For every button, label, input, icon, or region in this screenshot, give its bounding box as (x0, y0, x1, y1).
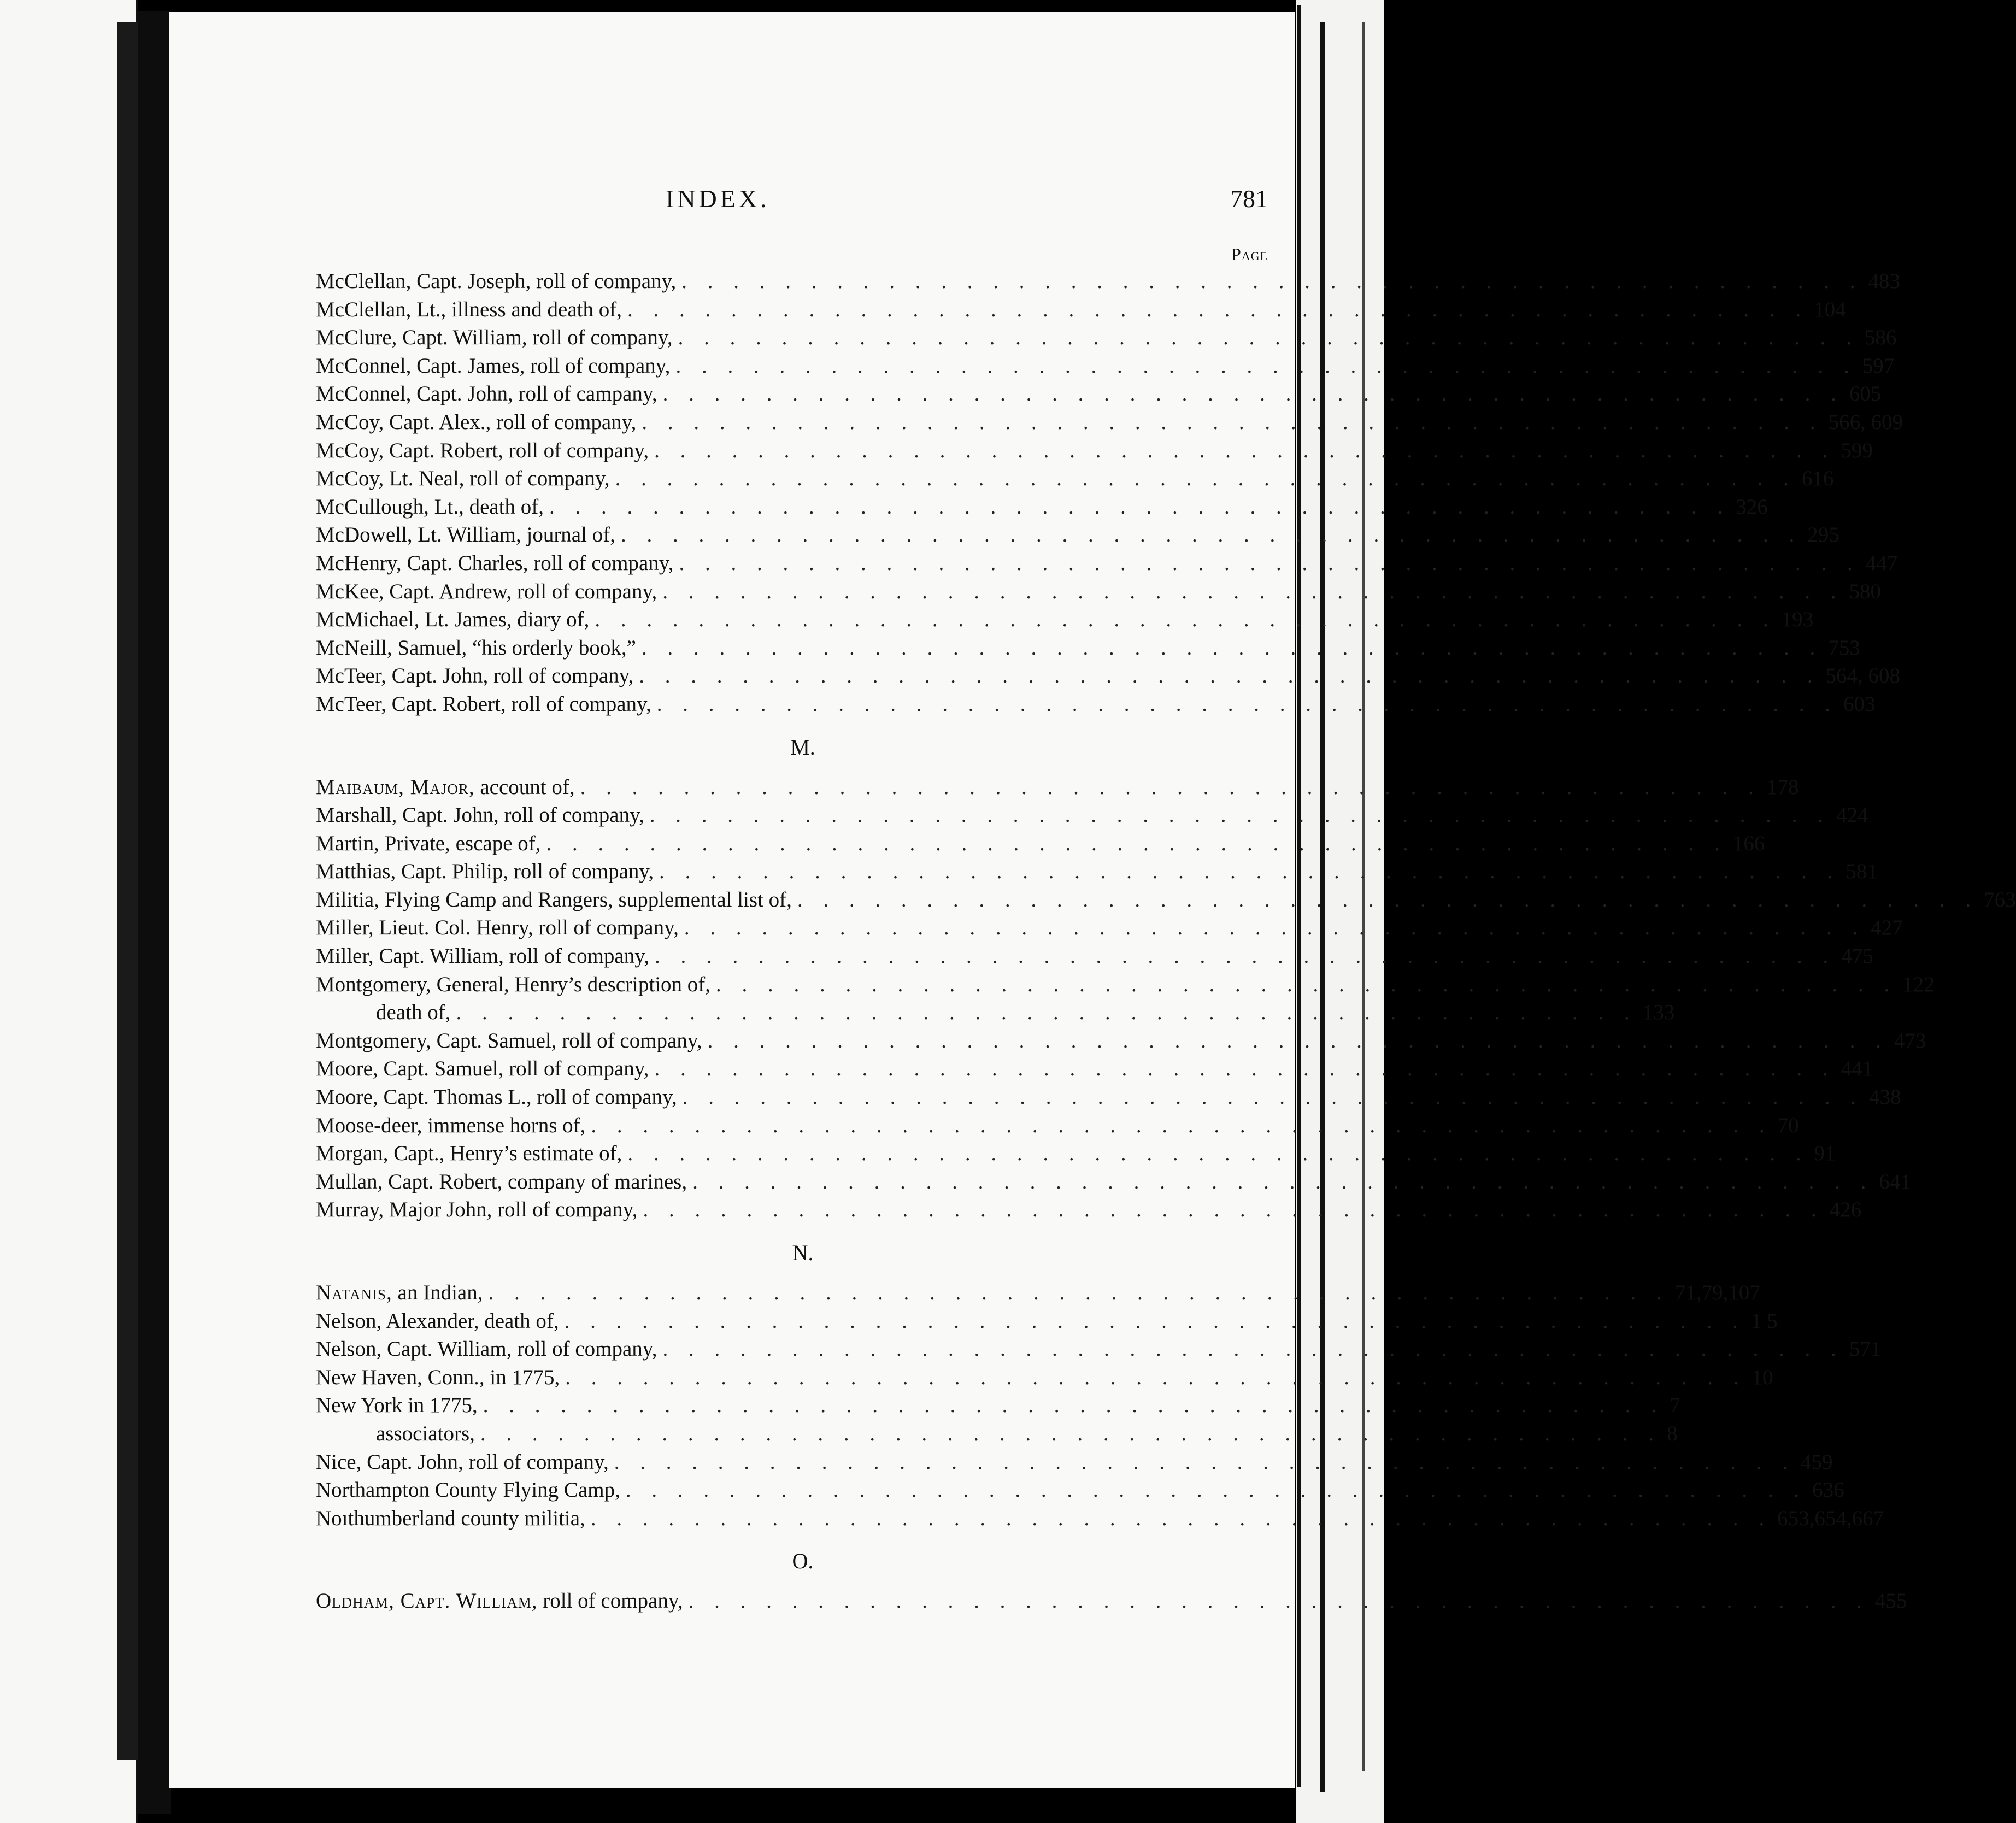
index-entry (316, 831, 1765, 860)
dot-leader: . . . . . . . . . . . . . . . . . . . . . . . . . . . . . . . . . . . . . . . . . . . . . . (679, 551, 1860, 575)
dot-leader: . . . . . . . . . . . . . . . . . . . . . . . . . . . . . . . . . . . . . . . . . . . . . . (656, 692, 1838, 716)
entry-description: Martin, Private, escape of, (316, 831, 541, 855)
index-entry (316, 1056, 1873, 1085)
entry-text (316, 692, 651, 716)
entry-description: an Indian, (392, 1281, 483, 1304)
index-entry (316, 1197, 1862, 1226)
dot-leader: . . . . . . . . . . . . . . . . . . . . . . . . . . . . . . . . . . . . . . . . . . . . . . (488, 1281, 1670, 1304)
entry-page-refs: 441 (1841, 1057, 1873, 1081)
entry-text (316, 1000, 450, 1025)
dot-leader: . . . . . . . . . . . . . . . . . . . . . . . . . . . . . . . . . . . . . . . . . . . . . . (716, 972, 1897, 996)
dot-leader: . . . . . . . . . . . . . . . . . . . . . . . . . . . . . . . . . . . . . . . . . . . . . . (678, 326, 1859, 350)
entry-description: McTeer, Capt. Robert, roll of company, (316, 692, 651, 716)
entry-description: Moore, Capt. Samuel, roll of company, (316, 1057, 649, 1081)
entry-lead-small-caps: Natanis, (316, 1281, 392, 1304)
entry-page-refs: 603 (1843, 692, 1876, 716)
dot-leader: . . . . . . . . . . . . . . . . . . . . . . . . . . . . . . . . . . . . . . . . . . . . . . (649, 803, 1831, 827)
dot-leader: . . . . . . . . . . . . . . . . . . . . . . . . . . . . . . . . . . . . . . . . . . . . . . (659, 860, 1841, 884)
dot-leader: . . . . . . . . . . . . . . . . . . . . . . . . . . . . . . . . . . . . . . . . . . . . . . (456, 1001, 1637, 1025)
entry-text (316, 1589, 683, 1613)
entry-text (316, 522, 615, 547)
entry-description: McNeill, Samuel, “his orderly book,” (316, 636, 636, 660)
dot-leader: . . . . . . . . . . . . . . . . . . . . . . . . . . . . . . . . . . . . . . . . . . . . . . (662, 579, 1844, 603)
entry-page-refs: 483 (1868, 269, 1901, 293)
entry-text (316, 775, 575, 799)
entry-description: McClure, Capt. William, roll of company, (316, 326, 673, 350)
entry-description: Nice, Capt. John, roll of company, (316, 1450, 609, 1474)
dot-leader: . . . . . . . . . . . . . . . . . . . . . . . . . . . . . . . . . . . . . . . . . . . . . . (643, 1198, 1824, 1222)
running-title: INDEX. (666, 185, 770, 213)
entry-description: McDowell, Lt. William, journal of, (316, 523, 615, 547)
entry-page-refs: 605 (1849, 382, 1882, 406)
index-entry (316, 551, 1898, 579)
index-entry (316, 607, 1814, 636)
entry-page-refs: 7 (1670, 1393, 1680, 1418)
entry-description: New Haven, Conn., in 1775, (316, 1365, 560, 1389)
entry-text (316, 1478, 620, 1502)
index-entry (316, 1280, 1760, 1309)
dot-leader: . . . . . . . . . . . . . . . . . . . . . . . . . . . . . . . . . . . . . . . . . . . . . . (580, 775, 1761, 799)
entry-page-refs: 1 5 (1750, 1309, 1778, 1333)
entry-text (316, 1506, 585, 1531)
entry-page-refs: 447 (1865, 551, 1898, 575)
index-entry (316, 269, 1901, 297)
index-entry (316, 1506, 1884, 1534)
dot-leader: . . . . . . . . . . . . . . . . . . . . . . . . . . . . . . . . . . . . . . . . . . . . . . (639, 664, 1820, 688)
entry-page-refs: 326 (1736, 495, 1768, 519)
entry-page-refs: 636 (1812, 1478, 1844, 1502)
entry-page-refs: 424 (1836, 803, 1868, 827)
entry-description: death of, (376, 1001, 451, 1025)
entry-description: McMichael, Lt. James, diary of, (316, 608, 590, 632)
section-letter: M. (790, 734, 815, 760)
entry-page-refs: 438 (1868, 1085, 1901, 1109)
dot-leader: . . . . . . . . . . . . . . . . . . . . . . . . . . . . . . . . . . . . . . . . . . . . . . (480, 1421, 1662, 1445)
dot-leader: . . . . . . . . . . . . . . . . . . . . . . . . . . . . . . . . . . . . . . . . . . . . . . (662, 382, 1844, 406)
dot-leader: . . . . . . . . . . . . . . . . . . . . . . . . . . . . . . . . . . . . . . . . . . . . . . (627, 1142, 1809, 1166)
index-entry (316, 410, 1903, 438)
index-entry (316, 887, 2016, 916)
dot-leader: . . . . . . . . . . . . . . . . . . . . . . . . . . . . . . . . . . . . . . . . . . . . . . (688, 1589, 1870, 1613)
dot-leader: . . . . . . . . . . . . . . . . . . . . . . . . . . . . . . . . . . . . . . . . . . . . . . (642, 410, 1823, 434)
index-entry (316, 1028, 1926, 1057)
entry-text (316, 1141, 622, 1166)
page-number: 781 (1230, 185, 1268, 213)
entry-page-refs: 753 (1828, 636, 1860, 660)
dot-leader: . . . . . . . . . . . . . . . . . . . . . . . . . . . . . . . . . . . . . . . . . . . . . . (654, 1057, 1836, 1081)
entry-text (316, 269, 676, 293)
index-entry (316, 522, 1839, 551)
dot-leader: . . . . . . . . . . . . . . . . . . . . . . . . . . . . . . . . . . . . . . . . . . . . . . (564, 1309, 1745, 1333)
dot-leader: . . . . . . . . . . . . . . . . . . . . . . . . . . . . . . . . . . . . . . . . . . . . . . (625, 1478, 1807, 1502)
entry-page-refs: 71,79,107 (1674, 1281, 1760, 1304)
entry-text (316, 1365, 560, 1390)
dot-leader: . . . . . . . . . . . . . . . . . . . . . . . . . . . . . . . . . . . . . . . . . . . . . . (614, 1450, 1796, 1474)
dot-leader: . . . . . . . . . . . . . . . . . . . . . . . . . . . . . . . . . . . . . . . . . . . . . . (692, 1169, 1874, 1193)
entry-page-refs: 426 (1829, 1198, 1862, 1222)
entry-text (316, 915, 679, 940)
entry-description: McTeer, Capt. John, roll of company, (316, 664, 634, 688)
index-entry (316, 1393, 1680, 1421)
entry-text (316, 381, 657, 406)
entry-text (316, 410, 636, 434)
entry-text (316, 1113, 585, 1138)
entry-lead-small-caps: Oldham, Capt. William, (316, 1589, 538, 1613)
dot-leader: . . . . . . . . . . . . . . . . . . . . . . . . . . . . . . . . . . . . . . . . . . . . . . (675, 354, 1857, 378)
entry-description: Miller, Capt. William, roll of company, (316, 944, 649, 968)
book-gutter (138, 11, 171, 1814)
index-entry (316, 1000, 1675, 1028)
entry-page-refs: 70 (1777, 1113, 1799, 1137)
entry-description: New York in 1775, (316, 1393, 478, 1418)
entry-page-refs: 178 (1766, 775, 1799, 799)
dot-leader: . . . . . . . . . . . . . . . . . . . . . . . . . . . . . . . . . . . . . . . . . . . . . . (681, 269, 1863, 293)
entry-description: Matthias, Capt. Philip, roll of company, (316, 860, 654, 884)
dot-leader: . . . . . . . . . . . . . . . . . . . . . . . . . . . . . . . . . . . . . . . . . . . . . . (797, 887, 1979, 912)
entry-text (316, 803, 644, 827)
entry-text (316, 551, 674, 575)
index-entry (316, 663, 1901, 692)
entry-text (316, 1393, 478, 1418)
entry-description: McClellan, Lt., illness and death of, (316, 297, 622, 321)
entry-description: Montgomery, General, Henry’s description of, (316, 972, 711, 996)
entry-page-refs: 427 (1871, 916, 1903, 940)
entry-text (316, 354, 670, 378)
entry-page-refs: 473 (1894, 1028, 1926, 1052)
index-entry (316, 381, 1882, 410)
entry-description: Militia, Flying Camp and Rangers, supplemental list of, (316, 887, 792, 912)
entry-text (316, 887, 792, 912)
dot-leader: . . . . . . . . . . . . . . . . . . . . . . . . . . . . . . . . . . . . . . . . . . . . . . (682, 1085, 1864, 1109)
entry-page-refs: 91 (1814, 1142, 1836, 1166)
dot-leader: . . . . . . . . . . . . . . . . . . . . . . . . . . . . . . . . . . . . . . . . . . . . . . (615, 467, 1796, 491)
entry-page-refs: 8 (1667, 1421, 1678, 1445)
index-entry (316, 1113, 1799, 1142)
index-entry (316, 692, 1876, 720)
section-letter: N. (792, 1240, 814, 1265)
entry-text (316, 579, 657, 604)
entry-page-refs: 133 (1642, 1001, 1675, 1025)
index-entry (316, 915, 1903, 944)
dot-leader: . . . . . . . . . . . . . . . . . . . . . . . . . . . . . . . . . . . . . . . . . . . . . . (654, 438, 1836, 462)
index-entry (316, 579, 1881, 608)
index-entry (316, 1337, 1882, 1365)
index-entry (316, 944, 1873, 972)
entry-description: Northampton County Flying Camp, (316, 1478, 620, 1502)
entry-description: McKee, Capt. Andrew, roll of company, (316, 579, 657, 603)
dot-leader: . . . . . . . . . . . . . . . . . . . . . . . . . . . . . . . . . . . . . . . . . . . . . . (565, 1365, 1747, 1389)
entry-page-refs: 295 (1807, 523, 1839, 547)
index-entry (316, 859, 1878, 887)
entry-description: McCullough, Lt., death of, (316, 495, 544, 519)
section-letter: O. (792, 1549, 814, 1574)
entry-description: McCoy, Capt. Alex., roll of company, (316, 410, 637, 434)
entry-text (316, 1056, 649, 1081)
index-entry (316, 495, 1768, 523)
entry-description: Murray, Major John, roll of company, (316, 1198, 638, 1222)
dot-leader: . . . . . . . . . . . . . . . . . . . . . . . . . . . . . . . . . . . . . . . . . . . . . . (590, 1506, 1772, 1530)
running-header (169, 184, 1295, 222)
entry-text (316, 1280, 483, 1305)
entry-page-refs: 193 (1781, 608, 1814, 632)
entry-page-refs: 475 (1841, 944, 1873, 968)
entry-description: roll of company, (537, 1589, 683, 1613)
entry-text (316, 859, 654, 884)
index-entry (316, 1589, 1907, 1617)
entry-text (316, 636, 636, 660)
entry-page-refs: 653,654,667 (1777, 1506, 1884, 1530)
entry-text (316, 297, 622, 322)
index-entry (316, 1141, 1836, 1169)
entry-description: McHenry, Capt. Charles, roll of company, (316, 551, 674, 575)
index-entry (316, 438, 1873, 467)
entry-page-refs: 459 (1801, 1450, 1833, 1474)
index-entry (316, 1169, 1911, 1198)
dot-leader: . . . . . . . . . . . . . . . . . . . . . . . . . . . . . . . . . . . . . . . . . . . . . . (641, 636, 1823, 660)
dot-leader: . . . . . . . . . . . . . . . . . . . . . . . . . . . . . . . . . . . . . . . . . . . . . . (483, 1393, 1665, 1418)
index-entry (316, 466, 1834, 495)
entry-description: Montgomery, Capt. Samuel, roll of company, (316, 1028, 702, 1052)
entry-description: Moose-deer, immense horns of, (316, 1113, 586, 1137)
entry-page-refs: 10 (1751, 1365, 1773, 1389)
entry-description: Noıthumberland county militia, (316, 1506, 585, 1530)
entry-text (316, 1421, 475, 1446)
entry-page-refs: 616 (1801, 467, 1834, 491)
dot-leader: . . . . . . . . . . . . . . . . . . . . . . . . . . . . . . . . . . . . . . . . . . . . . . (591, 1113, 1772, 1137)
dot-leader: . . . . . . . . . . . . . . . . . . . . . . . . . . . . . . . . . . . . . . . . . . . . . . (546, 831, 1727, 855)
index-entry (316, 1450, 1833, 1478)
dot-leader: . . . . . . . . . . . . . . . . . . . . . . . . . . . . . . . . . . . . . . . . . . . . . . (620, 523, 1802, 547)
entry-description: McCoy, Lt. Neal, roll of company, (316, 467, 610, 491)
dot-leader: . . . . . . . . . . . . . . . . . . . . . . . . . . . . . . . . . . . . . . . . . . . . . . (654, 944, 1836, 968)
entry-page-refs: 566, 609 (1828, 410, 1903, 434)
index-entries (316, 269, 2016, 1617)
dot-leader: . . . . . . . . . . . . . . . . . . . . . . . . . . . . . . . . . . . . . . . . . . . . . . (662, 1337, 1844, 1361)
entry-lead-small-caps: Maibaum, Major, (316, 775, 475, 799)
entry-text (316, 607, 589, 632)
entry-page-refs: 597 (1862, 354, 1895, 378)
page-edge-shadow (117, 22, 139, 1760)
entry-text (316, 1028, 702, 1053)
entry-description: McConnel, Capt. James, roll of company, (316, 354, 671, 378)
entry-text (316, 972, 710, 997)
entry-page-refs: 166 (1732, 831, 1765, 855)
entry-description: Nelson, Capt. William, roll of company, (316, 1337, 657, 1361)
index-entry (316, 636, 1860, 664)
entry-description: associators, (376, 1421, 475, 1445)
entry-text (316, 438, 649, 463)
entry-text (316, 1337, 657, 1361)
entry-page-refs: 763 (1984, 887, 2016, 912)
entry-description: Miller, Lieut. Col. Henry, roll of company, (316, 916, 679, 940)
entry-page-refs: 455 (1874, 1589, 1907, 1613)
entry-text (316, 1169, 687, 1194)
entry-text (316, 1309, 559, 1333)
index-entry (316, 354, 1895, 382)
entry-page-refs: 599 (1841, 438, 1873, 462)
page-column-label: Page (1231, 244, 1268, 264)
index-entry (316, 297, 1846, 326)
entry-page-refs: 580 (1849, 579, 1881, 603)
index-entry (316, 1421, 1678, 1450)
dot-leader: . . . . . . . . . . . . . . . . . . . . . . . . . . . . . . . . . . . . . . . . . . . . . . (707, 1028, 1889, 1052)
entry-description: McCoy, Capt. Robert, roll of company, (316, 438, 649, 462)
index-entry (316, 803, 1868, 831)
index-entry (316, 1365, 1773, 1393)
entry-text (316, 1197, 638, 1222)
entry-description: Marshall, Capt. John, roll of company, (316, 803, 644, 827)
index-entry (316, 775, 1799, 803)
entry-page-refs: 581 (1845, 860, 1878, 884)
entry-page-refs: 104 (1814, 297, 1846, 321)
entry-page-refs: 122 (1902, 972, 1935, 996)
facing-page (0, 0, 138, 1823)
entry-text (316, 944, 649, 968)
entry-description: Nelson, Alexander, death of, (316, 1309, 559, 1333)
entry-page-refs: 586 (1864, 326, 1897, 350)
entry-description: McClellan, Capt. Joseph, roll of company, (316, 269, 677, 293)
entry-description: Moore, Capt. Thomas L., roll of company, (316, 1085, 677, 1109)
dot-leader: . . . . . . . . . . . . . . . . . . . . . . . . . . . . . . . . . . . . . . . . . . . . . . (684, 916, 1866, 940)
entry-description: McConnel, Capt. John, roll of campany, (316, 382, 657, 406)
dot-leader: . . . . . . . . . . . . . . . . . . . . . . . . . . . . . . . . . . . . . . . . . . . . . . (627, 297, 1809, 321)
index-entry (316, 1309, 1778, 1337)
entry-page-refs: 571 (1849, 1337, 1882, 1361)
index-entry (316, 1085, 1901, 1113)
dot-leader: . . . . . . . . . . . . . . . . . . . . . . . . . . . . . . . . . . . . . . . . . . . . . . (549, 495, 1731, 519)
dot-leader: . . . . . . . . . . . . . . . . . . . . . . . . . . . . . . . . . . . . . . . . . . . . . . (595, 608, 1776, 632)
index-page (169, 12, 2016, 1788)
index-entry (316, 1478, 1844, 1506)
entry-text (316, 495, 544, 519)
index-entry (316, 325, 1897, 354)
entry-description: account of, (474, 775, 575, 799)
entry-text (316, 325, 673, 350)
entry-text (316, 466, 610, 491)
entry-text (316, 1085, 677, 1109)
index-entry (316, 972, 1935, 1001)
entry-text (316, 663, 633, 688)
entry-page-refs: 641 (1879, 1169, 1911, 1193)
entry-text (316, 1450, 609, 1474)
entry-text (316, 831, 541, 856)
entry-description: Mullan, Capt. Robert, company of marines, (316, 1169, 687, 1193)
entry-description: Morgan, Capt., Henry’s estimate of, (316, 1142, 622, 1166)
entry-page-refs: 564, 608 (1825, 664, 1901, 688)
